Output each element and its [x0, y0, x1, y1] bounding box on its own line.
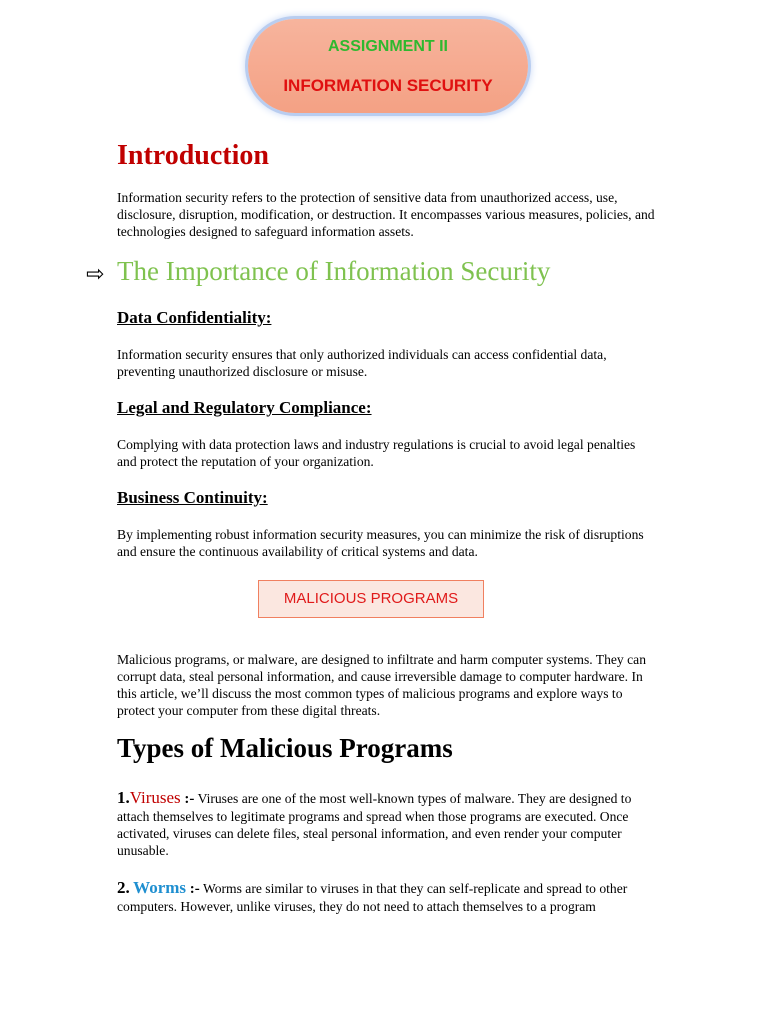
worm-text: Worms are similar to viruses in that they can self-replicate and spread to other computers. However, unlike viruses, they do not need to attach themselves to a program: [117, 881, 628, 914]
virus-name: Viruses: [129, 788, 181, 807]
subject-title: INFORMATION SECURITY: [283, 76, 493, 95]
virus-text: Viruses are one of the most well-known types of malware. They are designed to attach themselves to legitimate programs and spread when those programs are executed. Once activated, viruses can delete files, steal personal information, and even render your computer unusable.: [117, 791, 632, 858]
worm-number: 2.: [117, 878, 130, 897]
importance-heading: The Importance of Information Security: [117, 256, 551, 286]
types-heading: Types of Malicious Programs: [117, 733, 453, 763]
legal-compliance-paragraph: Complying with data protection laws and industry regulations is crucial to avoid legal penalties and protect the reputation of your organization.: [117, 437, 636, 469]
title-banner: [248, 19, 528, 113]
business-continuity-paragraph: By implementing robust information security measures, you can minimize the risk of disruptions and ensure the continuous availability of critical systems and data.: [117, 527, 644, 559]
virus-separator: :-: [180, 791, 195, 807]
data-confidentiality-heading: Data Confidentiality:: [117, 308, 272, 327]
right-arrow-icon: ⇨: [86, 262, 105, 287]
malicious-paragraph: Malicious programs, or malware, are designed to infiltrate and harm computer systems. They can corrupt data, steal personal information, and cause irreversible damage to computer hardware. In this article, we’ll discuss the most common types of malicious programs and explore ways to protect your computer from these digital threats.: [117, 652, 646, 718]
worm-item: [117, 879, 657, 915]
worm-separator: :-: [186, 881, 200, 897]
business-continuity-heading: Business Continuity:: [117, 488, 268, 507]
virus-number: 1.: [117, 788, 130, 807]
data-confidentiality-paragraph: Information security ensures that only authorized individuals can access confidential data, preventing unauthorized disclosure or misuse.: [117, 347, 607, 379]
legal-compliance-heading: Legal and Regulatory Compliance:: [117, 398, 372, 417]
assignment-label: ASSIGNMENT II: [327, 38, 448, 55]
virus-item: [117, 789, 657, 859]
worm-name: Worms: [133, 878, 187, 897]
malicious-programs-box: MALICIOUS PROGRAMS: [258, 580, 484, 618]
introduction-paragraph: Information security refers to the protection of sensitive data from unauthorized access, use, disclosure, disruption, modification, or destruction. It encompasses various measures, policies, and technologies designed to safeguard information assets.: [117, 190, 655, 239]
introduction-heading: Introduction: [117, 140, 269, 171]
